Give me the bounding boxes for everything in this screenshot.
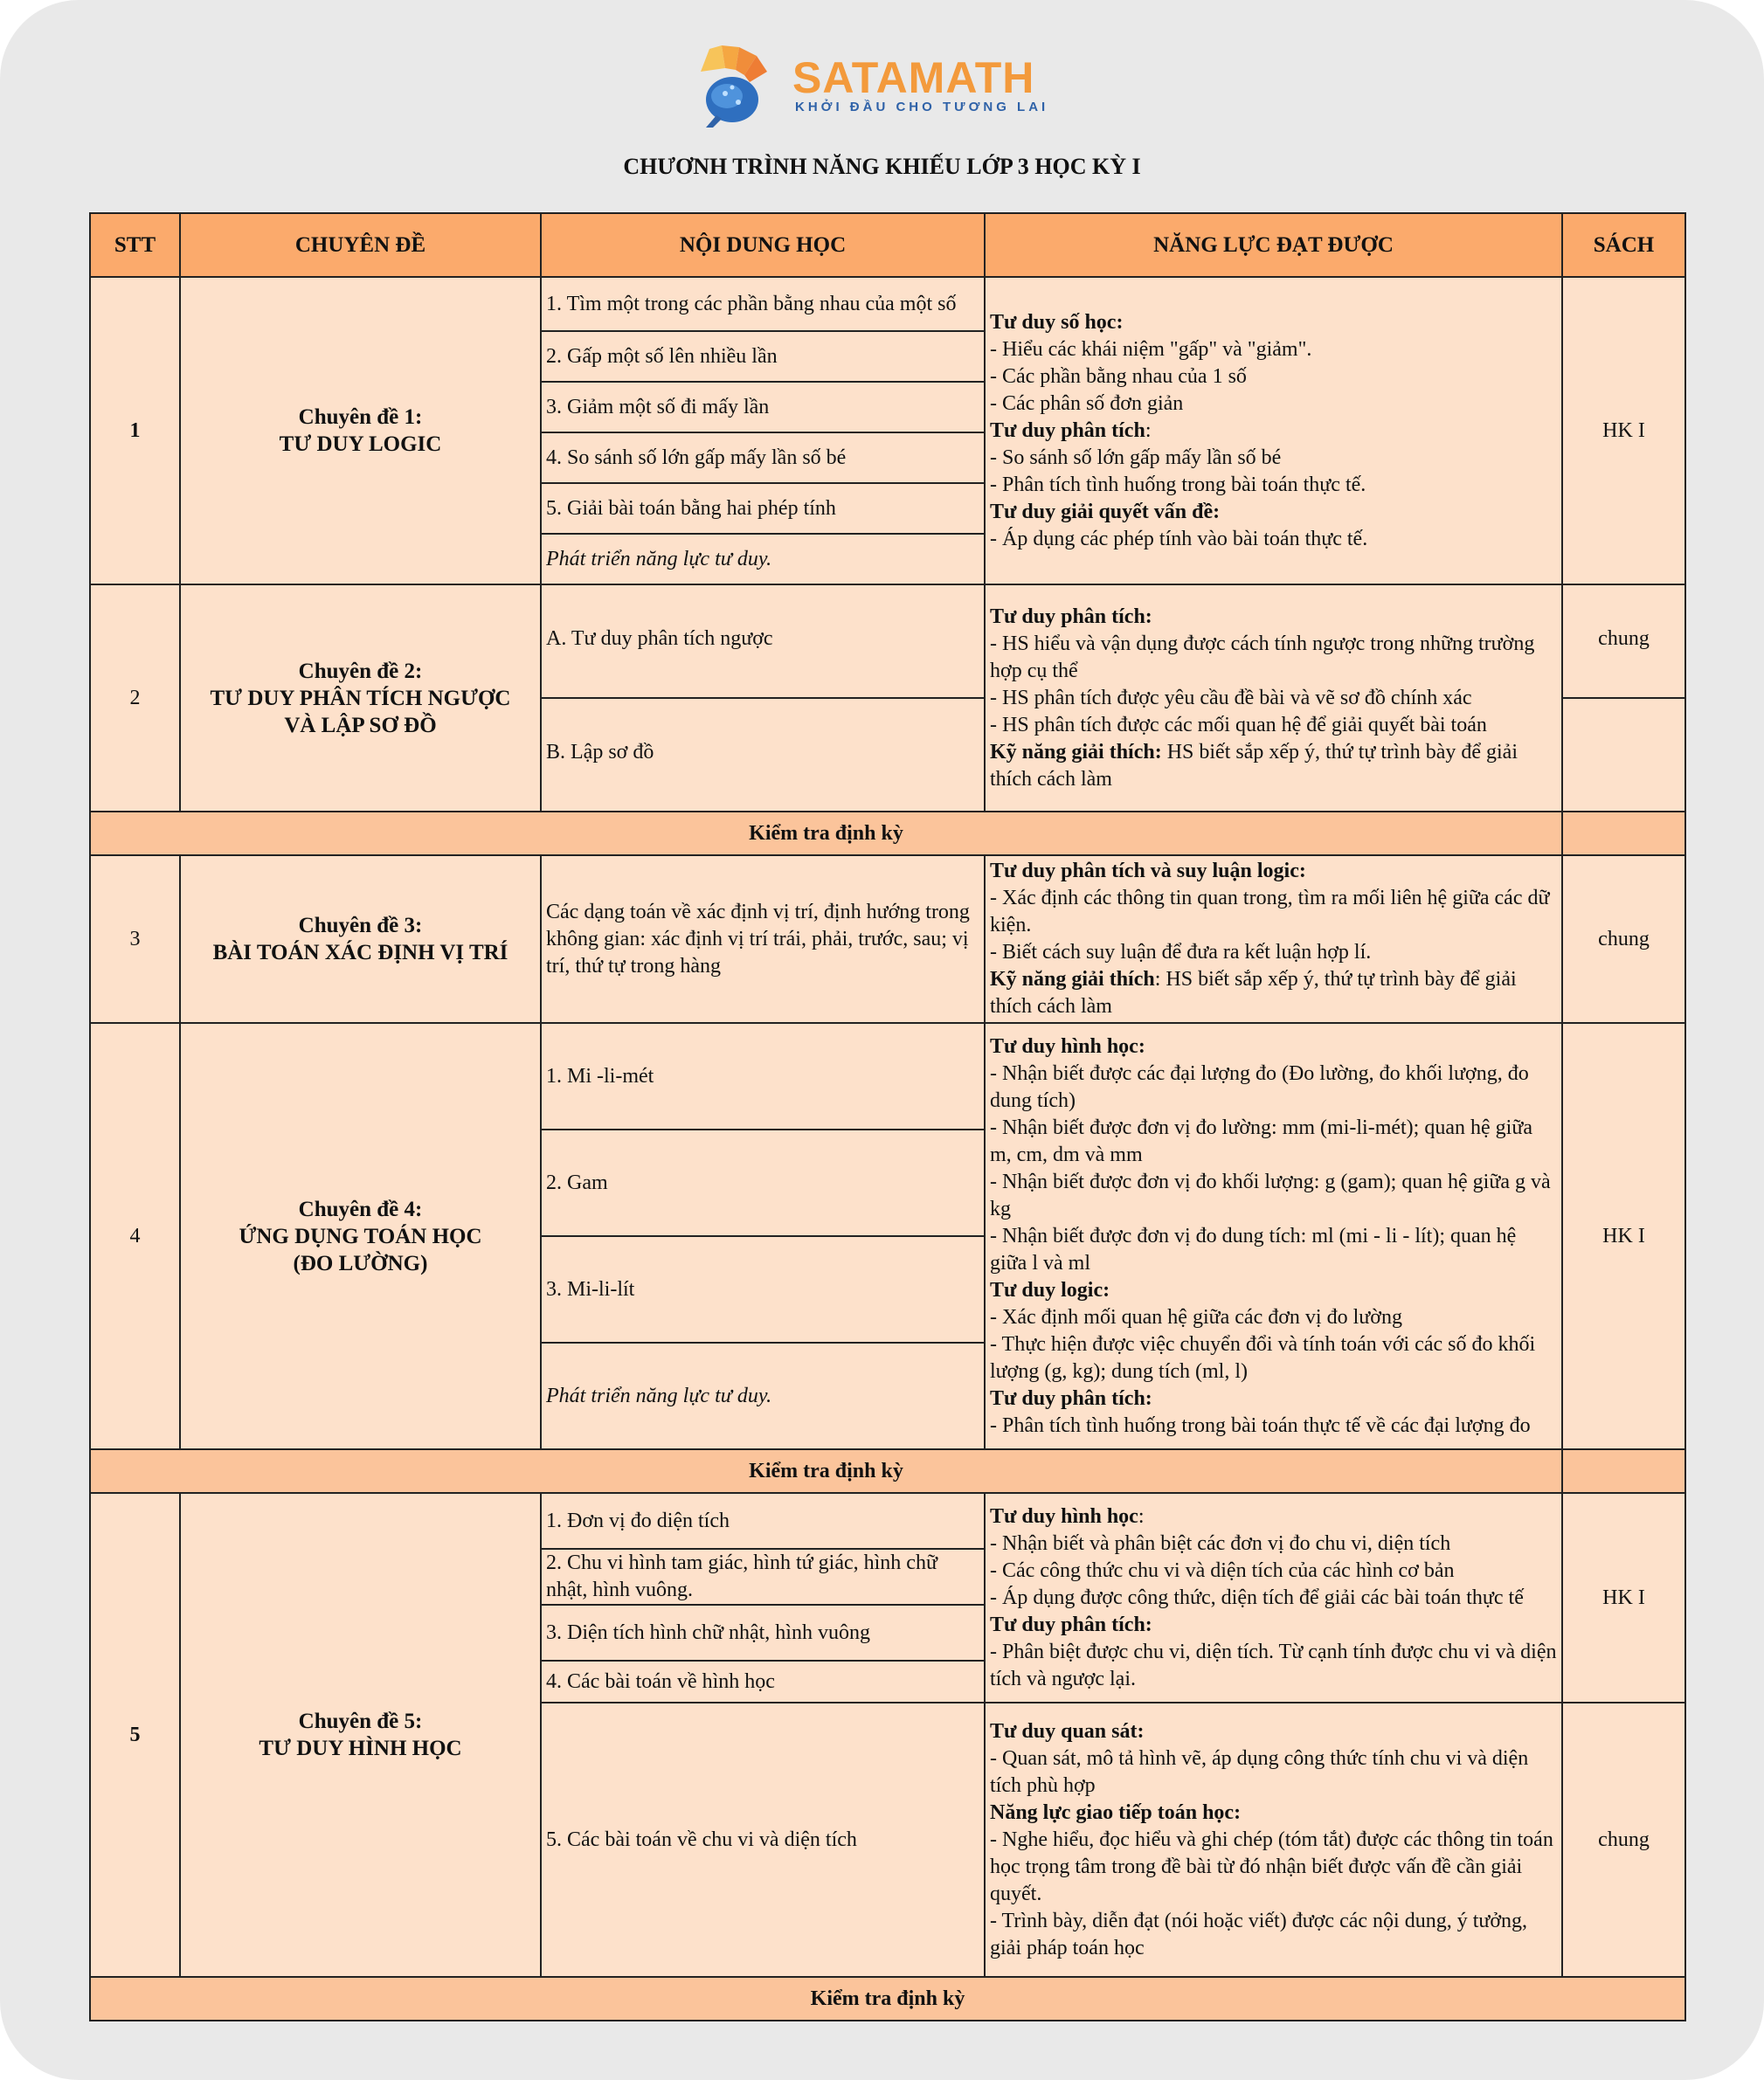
table-row [90,277,1685,331]
content-cell: 2. Chu vi hình tam giác, hình tứ giác, hình chữ nhật, hình vuông. [541,1549,985,1605]
stt-cell: 4 [90,1023,180,1449]
exam-label: Kiểm tra định kỳ [90,1977,1685,2021]
page-title: CHƯƠNH TRÌNH NĂNG KHIẾU LỚP 3 HỌC KỲ I [623,154,1141,179]
stt-cell: 2 [90,584,180,812]
competency-text: - Quan sát, mô tả hình vẽ, áp dụng công thức tính chu vi và diện tích phù hợp [990,1746,1529,1797]
satamath-logo [690,45,1057,133]
book-cell: HK I [1562,1493,1685,1703]
competency-label: Tư duy giải quyết vấn đề: [990,500,1221,523]
topic-number: Chuyên đề 2: [298,659,423,683]
competency-text: HS biết sắp xếp ý, thứ tự trình bày để giải thích cách làm [990,740,1518,791]
competency-label: Tư duy logic: [990,1278,1110,1302]
topic-title: TƯ DUY LOGIC [279,432,442,456]
stt-cell: 3 [90,855,180,1023]
competency-text: - Nhận biết được đơn vị đo lường: mm (mi-li-mét); quan hệ giữa m, cm, dm và mm [990,1116,1532,1166]
table-row [90,855,1685,1023]
competency-label: Tư duy phân tích: [990,605,1152,628]
competency-cell [985,1703,1562,1977]
table-row [90,584,1685,698]
book-cell: chung [1562,584,1685,698]
content-cell: 2. Gam [541,1130,985,1236]
topic-title: VÀ LẬP SƠ ĐỒ [284,713,437,737]
brain-sun-icon [690,45,786,133]
book-cell-empty [1562,698,1685,812]
curriculum-table [89,212,1686,2021]
content-cell: Phát triển năng lực tư duy. [541,534,985,584]
competency-text: - Xác định mối quan hệ giữa các đơn vị đo lường [990,1305,1402,1329]
competency-text: - Phân tích tình huống trong bài toán thực tế. [990,473,1366,496]
topic-title: ỨNG DỤNG TOÁN HỌC [239,1224,482,1248]
book-cell: HK I [1562,1023,1685,1449]
book-cell: chung [1562,855,1685,1023]
competency-text: - Các công thức chu vi và diện tích của các hình cơ bản [990,1558,1455,1582]
exam-row [90,812,1685,855]
content-cell: Các dạng toán về xác định vị trí, định hướng trong không gian: xác định vị trí trái, phải, trước, sau; vị trí, thứ tự trong hàng [541,855,985,1023]
stt-cell: 5 [90,1493,180,1977]
header-competency: NĂNG LỰC ĐẠT ĐƯỢC [985,213,1562,277]
competency-label: Tư duy số học: [990,310,1124,334]
competency-cell [985,1493,1562,1703]
topic-title: TƯ DUY PHÂN TÍCH NGƯỢC [210,686,511,710]
competency-text: - So sánh số lớn gấp mấy lần số bé [990,446,1282,469]
competency-label: Tư duy phân tích và suy luận logic: [990,860,1306,882]
topic-title: TƯ DUY HÌNH HỌC [259,1737,462,1760]
topic-cell [180,855,541,1023]
competency-text: - HS phân tích được yêu cầu đề bài và vẽ sơ đồ chính xác [990,686,1472,709]
competency-label: Tư duy quan sát: [990,1719,1145,1743]
content-cell: 5. Các bài toán về chu vi và diện tích [541,1703,985,1977]
exam-label: Kiểm tra định kỳ [90,1449,1562,1493]
topic-cell [180,1493,541,1977]
topic-title: BÀI TOÁN XÁC ĐỊNH VỊ TRÍ [212,941,508,964]
exam-book-empty [1562,1449,1685,1493]
competency-label: Tư duy hình học: [990,1034,1145,1058]
competency-text: : [1145,418,1152,442]
competency-cell [985,855,1562,1023]
exam-label: Kiểm tra định kỳ [90,812,1562,855]
content-cell: 4. Các bài toán về hình học [541,1661,985,1703]
competency-label: Kỹ năng giải thích [990,968,1155,991]
table-row [90,1493,1685,1549]
book-cell: HK I [1562,277,1685,584]
competency-text: - Nhận biết được các đại lượng đo (Đo lường, đo khối lượng, đo dung tích) [990,1061,1529,1112]
content-cell: 3. Diện tích hình chữ nhật, hình vuông [541,1605,985,1661]
topic-number: Chuyên đề 1: [298,405,423,429]
competency-text: - HS phân tích được các mối quan hệ để giải quyết bài toán [990,713,1487,736]
header-row [90,213,1685,277]
header-stt: STT [90,213,180,277]
competency-text: - Nghe hiểu, đọc hiểu và ghi chép (tóm tắt) được các thông tin toán học trọng tâm trong đề bài từ đó nhận biết được vấn đề cần giải quyết. [990,1828,1553,1905]
competency-text: - Trình bày, diễn đạt (nói hoặc viết) được các nội dung, ý tưởng, giải pháp toán học [990,1909,1528,1959]
stt-cell: 1 [90,277,180,584]
header-book: SÁCH [1562,213,1685,277]
content-cell: 3. Giảm một số đi mấy lần [541,382,985,432]
competency-text: - Nhận biết được đơn vị đo khối lượng: g (gam); quan hệ giữa g và kg [990,1170,1551,1220]
competency-text: - Áp dụng các phép tính vào bài toán thực tế. [990,527,1368,550]
competency-cell [985,584,1562,812]
competency-text: - Phân biệt được chu vi, diện tích. Từ cạnh tính được chu vi và diện tích và ngược lại. [990,1640,1557,1690]
competency-text: - Các phần bằng nhau của 1 số [990,364,1247,388]
competency-text: - Nhận biết và phân biệt các đơn vị đo chu vi, diện tích [990,1531,1451,1555]
topic-title: (ĐO LƯỜNG) [293,1251,428,1275]
competency-text: - HS hiểu và vận dụng được cách tính ngược trong những trường hợp cụ thể [990,632,1535,682]
content-cell: B. Lập sơ đồ [541,698,985,812]
content-cell: 4. So sánh số lớn gấp mấy lần số bé [541,432,985,483]
content-cell: 3. Mi-li-lít [541,1236,985,1343]
competency-text: - Hiểu các khái niệm "gấp" và "giảm". [990,337,1312,361]
competency-label: Tư duy phân tích [990,418,1145,442]
content-cell: 1. Đơn vị đo diện tích [541,1493,985,1549]
competency-text: - Phân tích tình huống trong bài toán thực tế về các đại lượng đo [990,1413,1531,1437]
competency-cell [985,277,1562,584]
competency-label: Tư duy phân tích: [990,1386,1152,1410]
topic-cell [180,277,541,584]
competency-cell [985,1023,1562,1449]
brand-name: SATAMATH [792,53,1035,102]
content-cell: Phát triển năng lực tư duy. [541,1343,985,1449]
competency-text: - Thực hiện được việc chuyển đổi và tính toán với các số đo khối lượng (g, kg); dung tích (ml, l) [990,1332,1536,1383]
competency-label: Tư duy phân tích: [990,1613,1152,1636]
topic-number: Chuyên đề 5: [298,1710,423,1733]
competency-label: Năng lực giao tiếp toán học: [990,1800,1242,1824]
competency-text: - Biết cách suy luận để đưa ra kết luận hợp lí. [990,941,1372,964]
table-row [90,1023,1685,1130]
competency-text: - Các phân số đơn giản [990,391,1184,415]
exam-row [90,1449,1685,1493]
competency-text: : [1138,1504,1145,1528]
content-cell: 2. Gấp một số lên nhiều lần [541,331,985,382]
topic-number: Chuyên đề 4: [298,1197,423,1221]
competency-text: - Xác định các thông tin quan trong, tìm ra mối liên hệ giữa các dữ kiện. [990,887,1550,936]
topic-number: Chuyên đề 3: [298,914,423,937]
content-cell: 5. Giải bài toán bằng hai phép tính [541,483,985,534]
content-cell: 1. Tìm một trong các phần bằng nhau của một số [541,277,985,331]
header-topic: CHUYÊN ĐỀ [180,213,541,277]
competency-text: - Nhận biết được đơn vị đo dung tích: ml (mi - li - lít); quan hệ giữa l và ml [990,1224,1517,1275]
exam-book-empty [1562,812,1685,855]
content-cell: A. Tư duy phân tích ngược [541,584,985,698]
topic-cell [180,1023,541,1449]
competency-text: : HS biết sắp xếp ý, thứ tự trình bày để giải thích cách làm [990,968,1517,1018]
brand-tagline: KHỞI ĐẦU CHO TƯƠNG LAI [795,100,1049,114]
competency-label: Tư duy hình học [990,1504,1138,1528]
competency-label: Kỹ năng giải thích: [990,740,1162,764]
competency-text: - Áp dụng được công thức, diện tích để giải các bài toán thực tế [990,1586,1524,1609]
book-cell: chung [1562,1703,1685,1977]
content-cell: 1. Mi -li-mét [541,1023,985,1130]
topic-cell [180,584,541,812]
header-content: NỘI DUNG HỌC [541,213,985,277]
exam-row [90,1977,1685,2021]
